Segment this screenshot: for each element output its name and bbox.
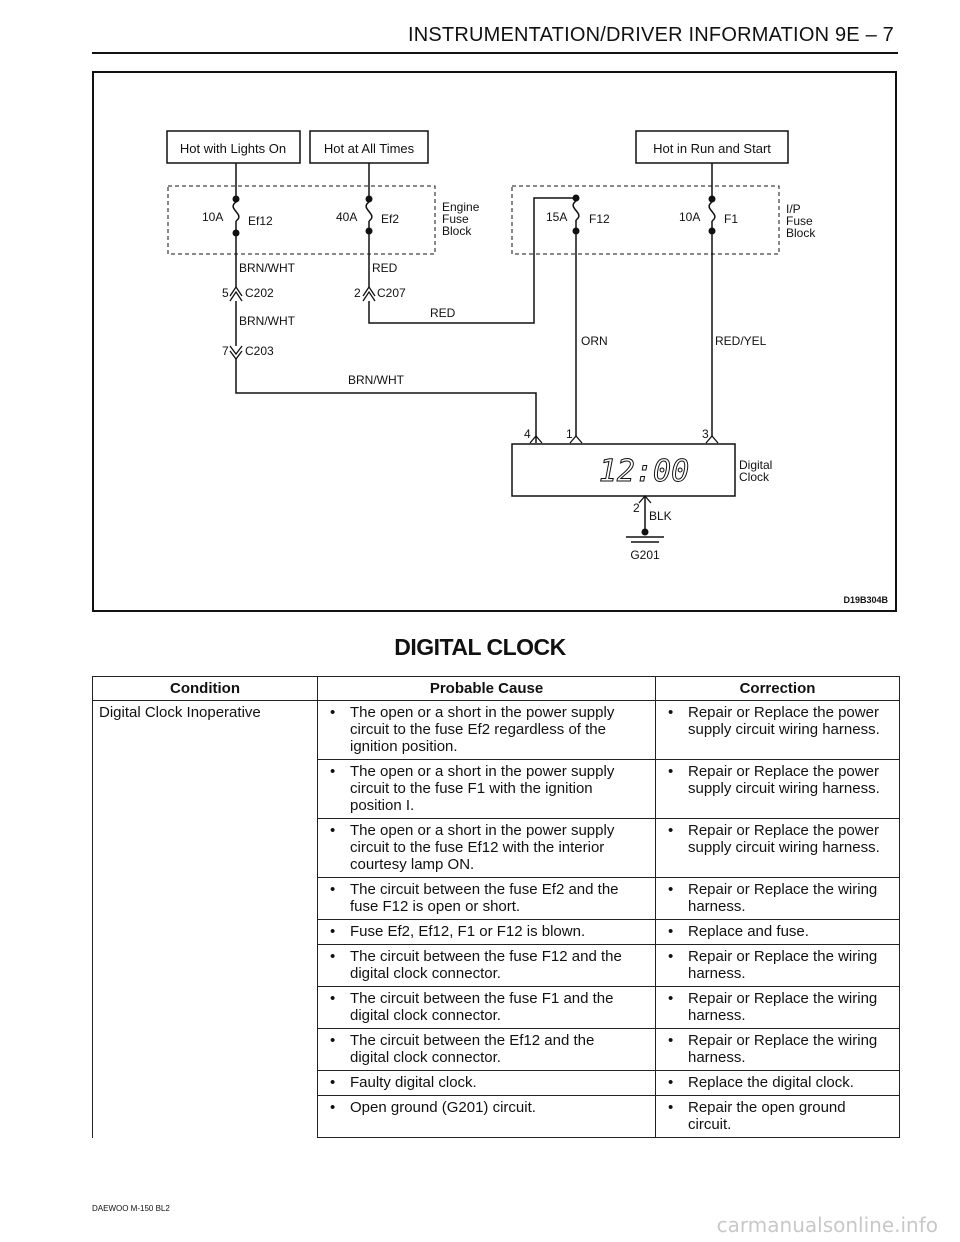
correction-cell [656, 1071, 900, 1096]
svg-text:C203: C203 [245, 344, 274, 358]
correction-cell [656, 987, 900, 1029]
cause-text: The open or a short in the power supply circuit to the fuse Ef12 with the interior courtesy lamp ON. [350, 822, 615, 873]
wire-brn-wht-3: BRN/WHT [348, 373, 404, 387]
svg-text:C202: C202 [245, 286, 274, 300]
figure-id: D19B304B [843, 595, 888, 605]
page-header-title: INSTRUMENTATION/DRIVER INFORMATION 9E – 7 [407, 24, 894, 46]
svg-text:7: 7 [222, 344, 229, 358]
svg-text:2: 2 [354, 286, 361, 300]
bullet-icon: • [330, 704, 336, 721]
fuse-ef2-name: Ef2 [381, 212, 400, 226]
correction-text: Replace the digital clock. [688, 1074, 854, 1091]
bullet-icon: • [330, 923, 336, 940]
condition-cell: Digital Clock Inoperative [93, 701, 318, 1138]
probable-cause-cell [318, 1029, 656, 1071]
bullet-icon: • [668, 990, 674, 1007]
correction-cell [656, 1096, 900, 1138]
cause-text: The circuit between the fuse Ef2 and the fuse F12 is open or short. [350, 881, 619, 915]
hot-run-start-label: Hot in Run and Start [653, 141, 771, 156]
svg-text:C207: C207 [377, 286, 406, 300]
fuse-f1-symbol [709, 202, 715, 221]
probable-cause-cell [318, 760, 656, 819]
probable-cause-cell [318, 920, 656, 945]
engine-fuse-block-label: Engine Fuse Block [442, 200, 480, 238]
watermark: carmanualsonline.info [716, 1213, 938, 1237]
svg-text:5: 5 [222, 286, 229, 300]
bullet-icon: • [330, 1032, 336, 1049]
cause-text: Open ground (G201) circuit. [350, 1099, 536, 1116]
wire-brn-wht-2: BRN/WHT [239, 314, 295, 328]
connector-c203 [230, 346, 242, 359]
correction-text: Repair or Replace the wiring harness. [688, 881, 878, 915]
section-title: DIGITAL CLOCK [394, 634, 566, 660]
correction-cell [656, 819, 900, 878]
connector-c202 [230, 287, 242, 301]
fuse-f1-amp: 10A [679, 210, 701, 224]
header-condition: Condition [93, 677, 318, 701]
bullet-icon: • [330, 1074, 336, 1091]
cause-text: The circuit between the fuse F1 and the digital clock connector. [350, 990, 614, 1024]
digital-clock-label: Digital Clock [739, 458, 773, 484]
probable-cause-cell [318, 878, 656, 920]
clock-display: 12:00 [598, 454, 690, 489]
fuse-ef2-symbol [366, 202, 372, 221]
wire-blk: BLK [649, 509, 672, 523]
bullet-icon: • [330, 1099, 336, 1116]
bullet-icon: • [330, 881, 336, 898]
probable-cause-cell [318, 819, 656, 878]
correction-cell [656, 878, 900, 920]
header-rule [92, 52, 898, 54]
correction-cell [656, 1029, 900, 1071]
correction-text: Repair or Replace the power supply circuit wiring harness. [688, 704, 880, 738]
wiring-diagram [92, 71, 897, 612]
probable-cause-cell [318, 987, 656, 1029]
probable-cause-cell [318, 1071, 656, 1096]
cause-text: The open or a short in the power supply circuit to the fuse F1 with the ignition position I. [350, 763, 615, 814]
wire-orn: ORN [581, 334, 608, 348]
diagnosis-table [92, 676, 900, 1138]
bullet-icon: • [668, 822, 674, 839]
cause-text: The circuit between the Ef12 and the digital clock connector. [350, 1032, 595, 1066]
table-row [93, 701, 900, 760]
footer-code: DAEWOO M-150 BL2 [92, 1204, 170, 1213]
bullet-icon: • [668, 1074, 674, 1091]
fuse-ef12-amp: 10A [202, 210, 224, 224]
svg-text:4: 4 [524, 427, 531, 441]
ip-fuse-block-label: I/P Fuse Block [786, 202, 816, 240]
wire-red-2: RED [430, 306, 456, 320]
fuse-f12-name: F12 [589, 212, 610, 226]
correction-text: Repair or Replace the wiring harness. [688, 990, 878, 1024]
correction-cell [656, 701, 900, 760]
fuse-ef12-symbol [233, 202, 239, 221]
bullet-icon: • [668, 948, 674, 965]
hot-all-times-label: Hot at All Times [323, 141, 415, 156]
bullet-icon: • [668, 1099, 674, 1116]
ground-label: G201 [630, 548, 660, 562]
fuse-f1-name: F1 [724, 212, 739, 226]
header-correction: Correction [656, 677, 900, 701]
cause-text: Faulty digital clock. [350, 1074, 477, 1091]
cause-text: Fuse Ef2, Ef12, F1 or F12 is blown. [350, 923, 586, 940]
bullet-icon: • [668, 923, 674, 940]
cause-text: The open or a short in the power supply circuit to the fuse Ef2 regardless of the ignition position. [350, 704, 615, 755]
bullet-icon: • [330, 763, 336, 780]
wire-brn-wht-1: BRN/WHT [239, 261, 295, 275]
connector-c207 [363, 287, 375, 301]
correction-text: Repair or Replace the power supply circuit wiring harness. [688, 822, 880, 856]
fuse-f12-amp: 15A [546, 210, 568, 224]
probable-cause-cell [318, 945, 656, 987]
fuse-f12-symbol [573, 201, 579, 220]
correction-text: Repair or Replace the wiring harness. [688, 1032, 878, 1066]
header-probable-cause: Probable Cause [318, 677, 656, 701]
bullet-icon: • [330, 990, 336, 1007]
fuse-ef2-amp: 40A [336, 210, 358, 224]
probable-cause-cell [318, 1096, 656, 1138]
correction-cell [656, 920, 900, 945]
bullet-icon: • [668, 763, 674, 780]
bullet-icon: • [668, 1032, 674, 1049]
correction-text: Replace and fuse. [688, 923, 809, 940]
bullet-icon: • [330, 822, 336, 839]
correction-text: Repair or Replace the power supply circuit wiring harness. [688, 763, 880, 797]
hot-lights-on-label: Hot with Lights On [179, 141, 287, 156]
wire-red-1: RED [372, 261, 398, 275]
svg-text:1: 1 [566, 427, 573, 441]
probable-cause-cell [318, 701, 656, 760]
correction-cell [656, 945, 900, 987]
svg-text:2: 2 [633, 501, 640, 515]
correction-text: Repair or Replace the wiring harness. [688, 948, 878, 982]
bullet-icon: • [668, 881, 674, 898]
svg-text:3: 3 [702, 427, 709, 441]
fuse-ef12-name: Ef12 [248, 214, 273, 228]
correction-text: Repair the open ground circuit. [688, 1099, 846, 1133]
correction-cell [656, 760, 900, 819]
cause-text: The circuit between the fuse F12 and the digital clock connector. [350, 948, 622, 982]
wire-red-yel: RED/YEL [715, 334, 767, 348]
bullet-icon: • [330, 948, 336, 965]
bullet-icon: • [668, 704, 674, 721]
